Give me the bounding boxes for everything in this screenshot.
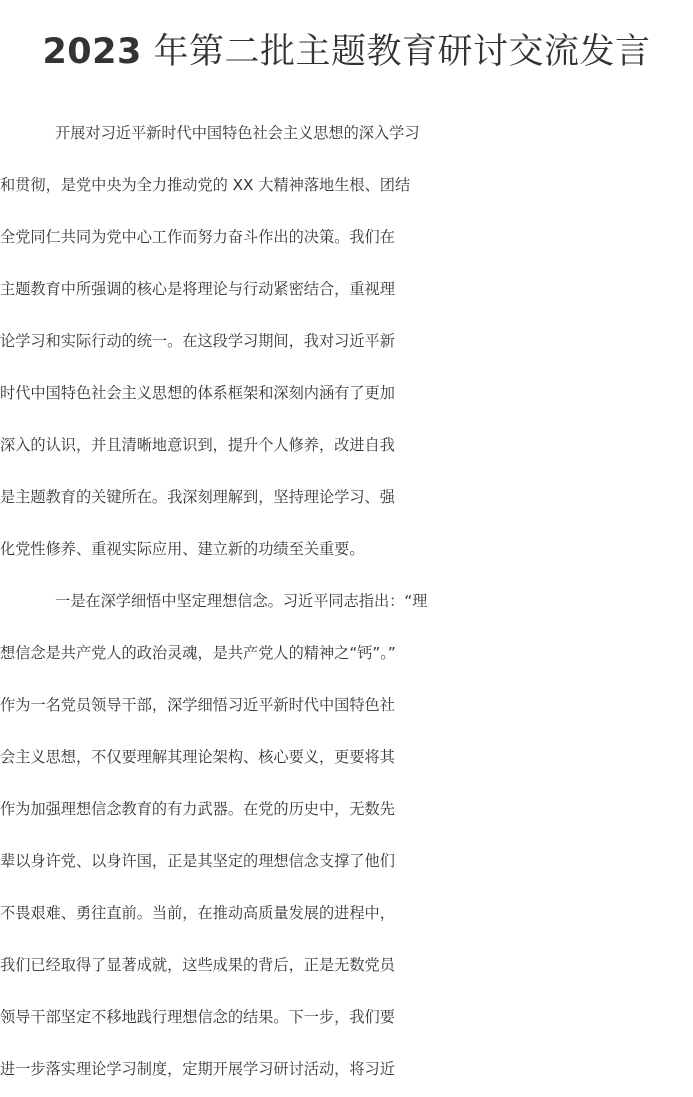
paragraph-2-line-2: 想信念是共产党人的政治灵魂，是共产党人的精神之“钙”。” — [0, 644, 396, 662]
paragraph-2-line-1: 一是在深学细悟中坚定理想信念。习近平同志指出：“理 — [55, 592, 428, 610]
document-body — [0, 107, 693, 1095]
paragraph-2-line-3: 作为一名党员领导干部，深学细悟习近平新时代中国特色社 — [0, 696, 395, 714]
paragraph-1-line-3: 全党同仁共同为党中心工作而努力奋斗作出的决策。我们在 — [0, 228, 395, 246]
paragraph-2-line-10: 进一步落实理论学习制度，定期开展学习研讨活动，将习近 — [0, 1060, 395, 1078]
paragraph-2-line-8: 我们已经取得了显著成就，这些成果的背后，正是无数党员 — [0, 956, 395, 974]
paragraph-1-line-2: 和贯彻，是党中央为全力推动党的 XX 大精神落地生根、团结 — [0, 176, 411, 194]
paragraph-1-line-1: 开展对习近平新时代中国特色社会主义思想的深入学习 — [55, 124, 420, 142]
paragraph-2-line-6: 辈以身许党、以身许国，正是其坚定的理想信念支撑了他们 — [0, 852, 395, 870]
title-text: 年第二批主题教育研讨交流发言 — [153, 32, 651, 72]
paragraph-1-line-7: 深入的认识，并且清晰地意识到，提升个人修养，改进自我 — [0, 436, 395, 454]
paragraph-1-line-5: 论学习和实际行动的统一。在这段学习期间，我对习近平新 — [0, 332, 395, 350]
title-year: 2023 — [42, 32, 142, 72]
paragraph-2-line-5: 作为加强理想信念教育的有力武器。在党的历史中，无数先 — [0, 800, 395, 818]
paragraph-1-line-9: 化党性修养、重视实际应用、建立新的功绩至关重要。 — [0, 540, 365, 558]
document-title — [0, 26, 693, 78]
paragraph-1-line-4: 主题教育中所强调的核心是将理论与行动紧密结合，重视理 — [0, 280, 395, 298]
paragraph-2-line-7: 不畏艰难、勇往直前。当前，在推动高质量发展的进程中， — [0, 904, 395, 922]
paragraph-1-line-6: 时代中国特色社会主义思想的体系框架和深刻内涵有了更加 — [0, 384, 395, 402]
paragraph-2-line-4: 会主义思想，不仅要理解其理论架构、核心要义，更要将其 — [0, 748, 395, 766]
paragraph-2-line-9: 领导干部坚定不移地践行理想信念的结果。下一步，我们要 — [0, 1008, 395, 1026]
paragraph-1-line-8: 是主题教育的关键所在。我深刻理解到，坚持理论学习、强 — [0, 488, 395, 506]
